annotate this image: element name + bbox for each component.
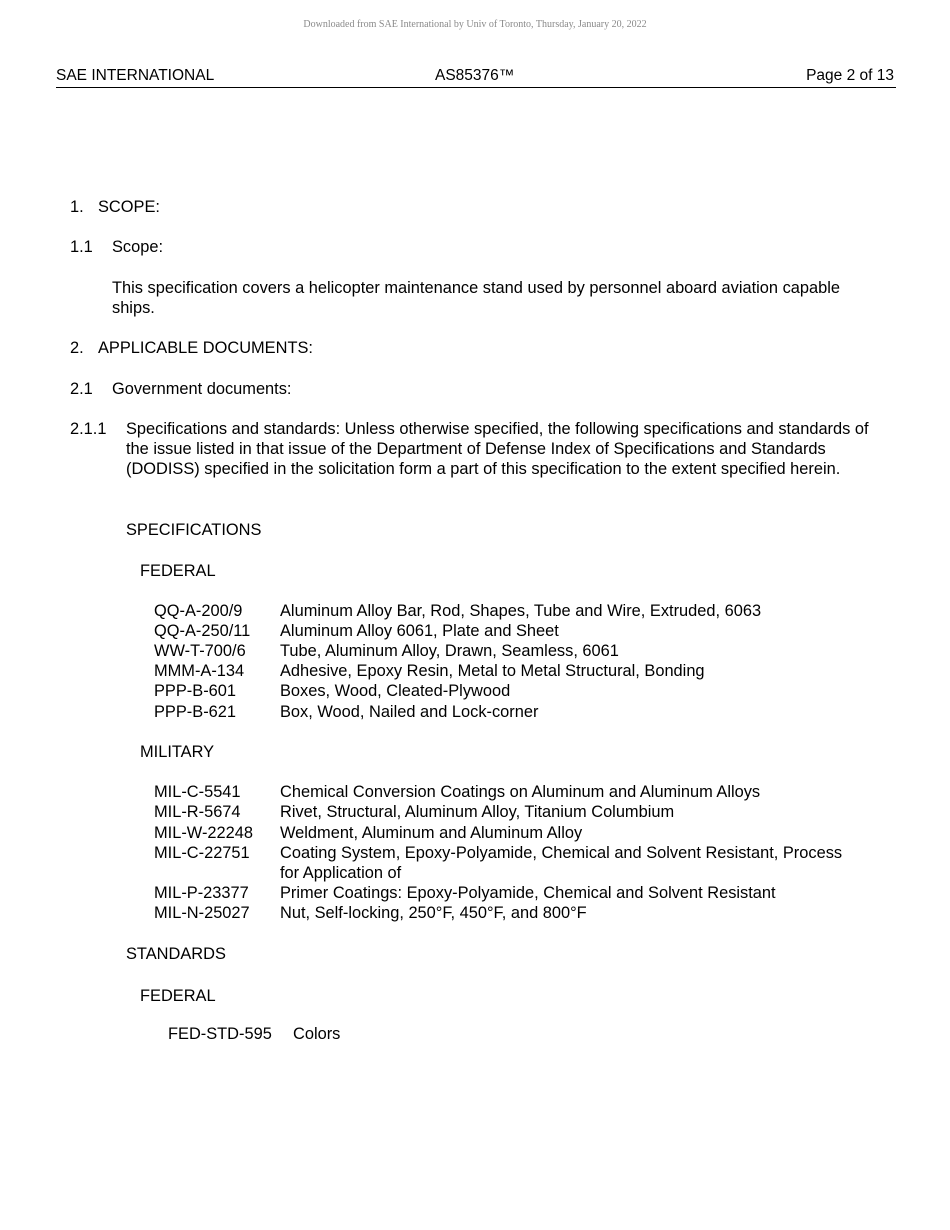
specifications-heading: SPECIFICATIONS — [126, 521, 262, 539]
header-document-id: AS85376™ — [435, 67, 515, 84]
std-federal-heading: FEDERAL — [140, 987, 216, 1005]
list-item-code: PPP-B-621 — [154, 703, 236, 721]
section-1-title: SCOPE: — [98, 198, 160, 216]
section-2-1-1-text: Specifications and standards: Unless otherwise specified, the following specifications and standards of the issue listed in that issue of the Department of Defense Index of Specifications and Standards (DODISS) specified in the solicitation form a part of this specification to the extent specified herein. — [126, 420, 869, 479]
list-item-code: MIL-C-22751 — [154, 844, 250, 862]
section-2-1-number: 2.1 — [70, 380, 93, 398]
header-rule — [56, 87, 896, 88]
list-item-description: Colors — [293, 1025, 341, 1043]
list-item-description: Coating System, Epoxy-Polyamide, Chemical and Solvent Resistant, Process — [280, 844, 843, 862]
list-item-code: WW-T-700/6 — [154, 642, 246, 660]
list-item-code: MIL-W-22248 — [154, 824, 253, 842]
list-item-description: Aluminum Alloy 6061, Plate and Sheet — [280, 622, 559, 640]
list-item-description: Chemical Conversion Coatings on Aluminum and Aluminum Alloys — [280, 783, 761, 801]
section-1-1-title: Scope: — [112, 238, 164, 256]
list-item-description: Box, Wood, Nailed and Lock-corner — [280, 703, 539, 721]
list-item-code: PPP-B-601 — [154, 682, 236, 700]
section-1-number: 1. — [70, 198, 84, 216]
list-item-description: Aluminum Alloy Bar, Rod, Shapes, Tube and Wire, Extruded, 6063 — [280, 602, 762, 620]
list-item-description: Rivet, Structural, Aluminum Alloy, Titanium Columbium — [280, 803, 675, 821]
list-item-description: Adhesive, Epoxy Resin, Metal to Metal Structural, Bonding — [280, 662, 705, 680]
download-watermark: Downloaded from SAE International by Univ of Toronto, Thursday, January 20, 2022 — [303, 19, 647, 30]
list-item-description-continued: for Application of — [280, 864, 402, 882]
list-item-code: FED-STD-595 — [168, 1025, 272, 1043]
list-item-code: MIL-R-5674 — [154, 803, 241, 821]
list-item-code: MIL-N-25027 — [154, 904, 250, 922]
header-organization: SAE INTERNATIONAL — [56, 67, 215, 84]
list-item-description: Primer Coatings: Epoxy-Polyamide, Chemical and Solvent Resistant — [280, 884, 776, 902]
section-2-number: 2. — [70, 339, 84, 357]
list-item-code: QQ-A-250/11 — [154, 622, 251, 640]
spec-federal-heading: FEDERAL — [140, 562, 216, 580]
section-2-title: APPLICABLE DOCUMENTS: — [98, 339, 313, 357]
list-item-code: MIL-C-5541 — [154, 783, 241, 801]
list-item-description: Weldment, Aluminum and Aluminum Alloy — [280, 824, 583, 842]
section-2-1-1-number: 2.1.1 — [70, 420, 107, 438]
spec-military-heading: MILITARY — [140, 743, 215, 761]
section-2-1-title: Government documents: — [112, 380, 292, 398]
section-1-1-text: This specification covers a helicopter maintenance stand used by personnel aboard aviation capable ships. — [112, 279, 841, 318]
standards-heading: STANDARDS — [126, 945, 226, 963]
list-item-description: Nut, Self-locking, 250°F, 450°F, and 800°F — [280, 904, 587, 922]
section-1-1-number: 1.1 — [70, 238, 93, 256]
header-page-number: Page 2 of 13 — [806, 67, 894, 84]
list-item-description: Boxes, Wood, Cleated-Plywood — [280, 682, 511, 700]
list-item-description: Tube, Aluminum Alloy, Drawn, Seamless, 6061 — [280, 642, 619, 660]
list-item-code: QQ-A-200/9 — [154, 602, 243, 620]
list-item-code: MIL-P-23377 — [154, 884, 249, 902]
list-item-code: MMM-A-134 — [154, 662, 245, 680]
